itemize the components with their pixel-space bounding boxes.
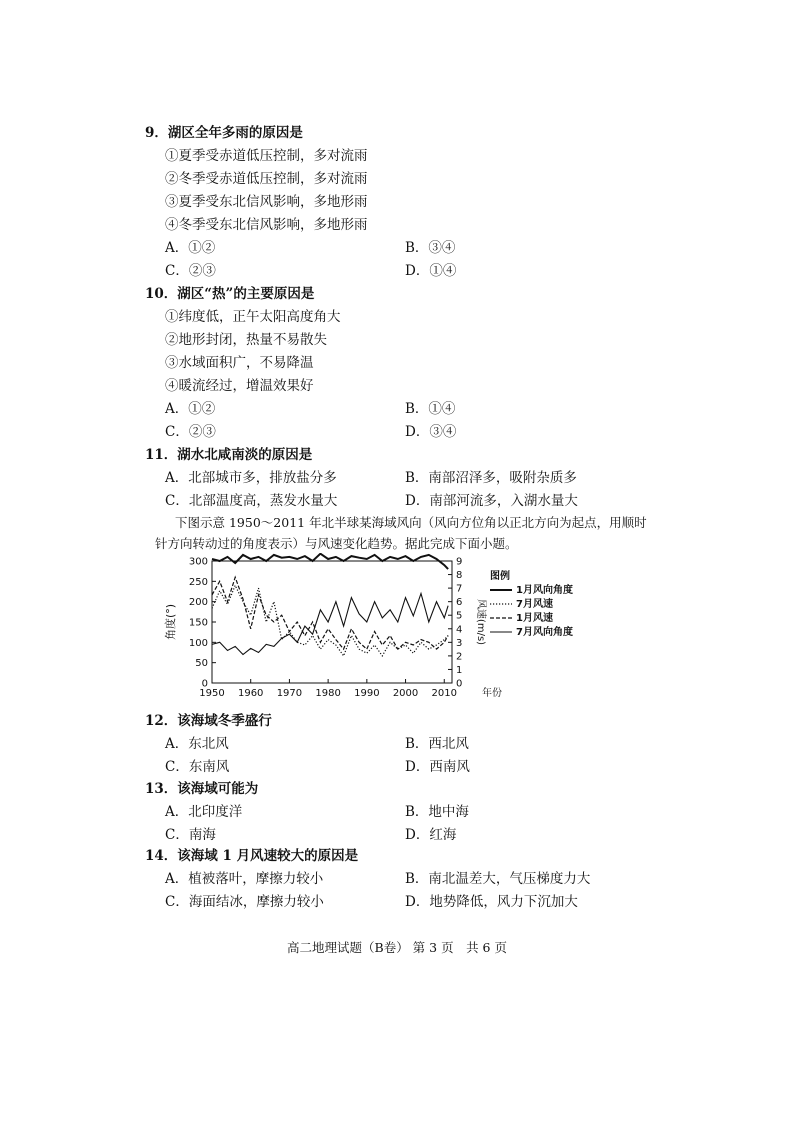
y-tick-label: 150 [188,617,208,629]
q11-option-d[interactable]: D．南部河流多，入湖水量大 [405,493,578,509]
y-tick-label: 0 [201,678,208,690]
q14-option-b[interactable]: B．南北温差大，气压梯度力大 [405,871,591,887]
q13-option-c[interactable]: C．南海 [165,827,216,843]
x-axis-label: 年份 [482,688,502,699]
x-tick-label: 1950 [199,688,225,699]
y-tick-label: 50 [195,658,208,670]
q14-option-d[interactable]: D．地势降低，风力下沉加大 [405,894,578,910]
q13-option-a[interactable]: A．北印度洋 [165,804,243,820]
y-axis-label: 角度(°) [164,603,177,641]
q11-title: 11．湖水北咸南淡的原因是 [145,447,313,463]
y-tick-label: 250 [188,576,208,588]
q11-option-c[interactable]: C．北部温度高，蒸发水量大 [165,493,338,509]
page-footer: 高二地理试题（B卷） 第 3 页 共 6 页 [287,940,507,955]
x-tick-label: 1960 [237,688,264,699]
y-tick-label: 100 [188,637,208,649]
legend-label: 7月风速 [516,599,553,610]
q12-option-c[interactable]: C．东南风 [165,759,230,775]
y2-tick-label: 9 [456,556,463,568]
q9-item: ①夏季受赤道低压控制，多对流雨 [165,148,368,164]
q12-option-b[interactable]: B．西北风 [405,736,469,752]
q14-option-c[interactable]: C．海面结冰，摩擦力较小 [165,894,324,910]
q13-option-b[interactable]: B．地中海 [405,804,469,820]
q14-title: 14．该海域 1 月风速较大的原因是 [145,848,359,864]
x-tick-label: 1980 [315,688,341,699]
q9-title: 9．湖区全年多雨的原因是 [145,125,303,141]
wind-chart-svg [160,553,600,708]
q12-title: 12．该海域冬季盛行 [145,713,272,729]
x-tick-label: 2010 [431,688,457,699]
y2-tick-label: 6 [456,597,463,609]
q11-option-b[interactable]: B．南部沼泽多，吸附杂质多 [405,470,577,486]
q11-option-a[interactable]: A．北部城市多，排放盐分多 [165,470,337,486]
q10-item: ④暖流经过，增温效果好 [165,378,314,394]
y2-tick-label: 1 [456,664,463,676]
q14-option-a[interactable]: A．植被落叶，摩擦力较小 [165,871,324,887]
q12-option-d[interactable]: D．西南风 [405,759,470,775]
q10-option-a[interactable]: A．①② [165,401,216,417]
q9-item: ③夏季受东北信风影响，多地形雨 [165,194,368,210]
y2-axis-label: 风速(m/s) [475,598,486,646]
legend-label: 7月风向角度 [516,627,573,638]
x-tick-label: 1970 [276,688,303,699]
q10-option-d[interactable]: D．③④ [405,424,457,440]
q9-option-d[interactable]: D．①④ [405,263,457,279]
intro-text: 针方向转动过的角度表示）与风速变化趋势。据此完成下面小题。 [155,536,518,551]
y-tick-label: 300 [188,556,208,568]
q10-option-b[interactable]: B．①④ [405,401,456,417]
q13-title: 13．该海域可能为 [145,781,259,797]
plot-frame [212,561,452,683]
q10-item: ①纬度低，正午太阳高度角大 [165,309,341,325]
q9-option-c[interactable]: C．②③ [165,263,216,279]
y2-tick-label: 5 [456,610,463,622]
x-tick-label: 1990 [354,688,380,699]
q12-option-a[interactable]: A．东北风 [165,736,229,752]
x-tick-label: 2000 [392,688,419,699]
y2-tick-label: 4 [456,624,463,636]
y2-tick-label: 0 [456,678,463,690]
q9-option-a[interactable]: A．①② [165,240,216,256]
wind-chart [160,553,600,708]
q9-item: ④冬季受东北信风影响，多地形雨 [165,217,368,233]
y2-tick-label: 3 [456,637,463,649]
y-tick-label: 200 [188,597,208,609]
q9-item: ②冬季受赤道低压控制，多对流雨 [165,171,368,187]
y2-tick-label: 7 [456,583,463,595]
legend-label: 1月风速 [516,613,553,624]
q13-option-d[interactable]: D．红海 [405,827,457,843]
q9-option-b[interactable]: B．③④ [405,240,456,256]
intro-text: 下图示意 1950～2011 年北半球某海域风向（风向方位角以正北方向为起点，用顺时 [175,515,647,530]
legend-title: 图例 [490,571,510,582]
y2-tick-label: 2 [456,651,463,663]
q10-title: 10．湖区“热”的主要原因是 [145,286,315,302]
legend-label: 1月风向角度 [516,585,573,596]
q10-option-c[interactable]: C．②③ [165,424,216,440]
y2-tick-label: 8 [456,570,463,582]
q10-item: ③水域面积广，不易降温 [165,355,314,371]
q10-item: ②地形封闭，热量不易散失 [165,332,327,348]
